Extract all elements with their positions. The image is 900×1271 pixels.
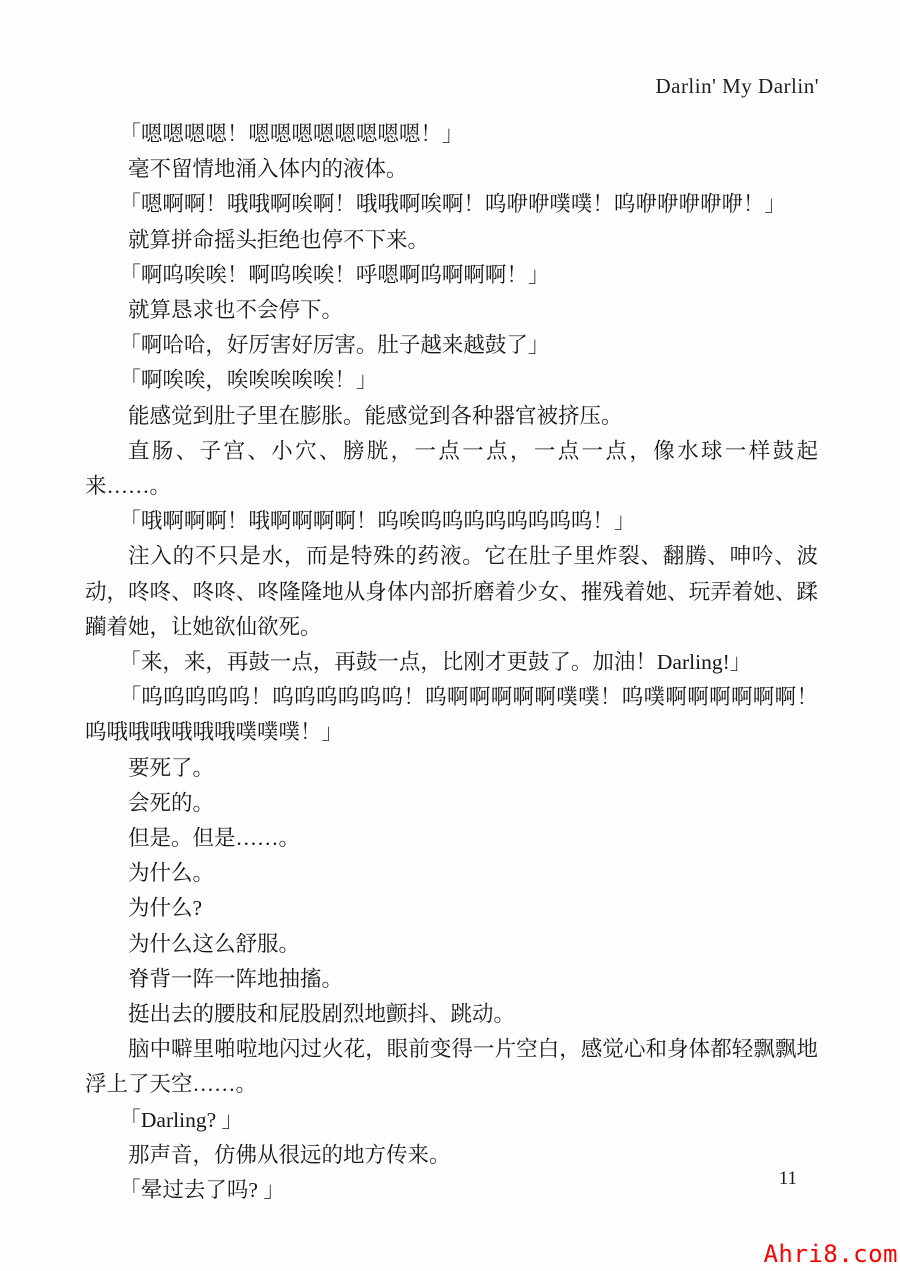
paragraph: 「嗯啊啊！哦哦啊唉啊！哦哦啊唉啊！呜咿咿噗噗！呜咿咿咿咿咿！」 <box>119 192 786 217</box>
paragraph: 毫不留情地涌入体内的液体。 <box>128 157 408 182</box>
paragraph: 挺出去的腰肢和屁股剧烈地颤抖、跳动。 <box>128 1002 516 1027</box>
paragraph: 「啊哈哈，好厉害好厉害。肚子越来越鼓了」 <box>119 333 550 358</box>
body-text <box>85 117 818 1208</box>
paragraph: 就算恳求也不会停下。 <box>128 298 344 323</box>
paragraph: 会死的。 <box>128 790 215 815</box>
paragraph: 脑中噼里啪啦地闪过火花，眼前变得一片空白，感觉心和身体都轻飘飘地浮上了天空……。 <box>85 1037 818 1097</box>
paragraph: 脊背一阵一阵地抽搐。 <box>128 966 344 991</box>
paragraph: 「呜呜呜呜呜！呜呜呜呜呜呜！呜啊啊啊啊啊噗噗！呜噗啊啊啊啊啊啊！呜哦哦哦哦哦哦噗噗噗！」 <box>85 685 818 745</box>
paragraph: 「来，来，再鼓一点，再鼓一点，比刚才更鼓了。加油！Darling!」 <box>119 650 752 675</box>
page-number: 11 <box>778 1168 797 1189</box>
paragraph: 注入的不只是水，而是特殊的药液。它在肚子里炸裂、翻腾、呻吟、波动，咚咚、咚咚、咚隆隆地从身体内部折磨着少女、摧残着她、玩弄着她、蹂躏着她，让她欲仙欲死。 <box>85 544 818 639</box>
paragraph: 「晕过去了吗? 」 <box>119 1178 285 1203</box>
paragraph: 为什么这么舒服。 <box>128 931 301 956</box>
watermark: Ahri8.com <box>763 1240 898 1268</box>
paragraph: 「啊呜唉唉！啊呜唉唉！呼嗯啊呜啊啊啊！」 <box>119 262 550 287</box>
paragraph: 但是。但是……。 <box>128 826 301 851</box>
paragraph: 「哦啊啊啊！哦啊啊啊啊！呜唉呜呜呜呜呜呜呜呜！」 <box>119 509 636 534</box>
paragraph: 那声音，仿佛从很远的地方传来。 <box>128 1142 451 1167</box>
running-header-title: Darlin' My Darlin' <box>655 74 819 98</box>
paragraph: 能感觉到肚子里在膨胀。能感觉到各种器官被挤压。 <box>128 403 623 428</box>
paragraph: 「嗯嗯嗯嗯！嗯嗯嗯嗯嗯嗯嗯嗯！」 <box>119 122 464 146</box>
paragraph: 「啊唉唉，唉唉唉唉唉！」 <box>119 368 378 393</box>
paragraph: 「Darling? 」 <box>119 1107 243 1132</box>
paragraph: 就算拼命摇头拒绝也停不下来。 <box>128 227 430 252</box>
paragraph: 为什么? <box>128 896 203 921</box>
paragraph: 直肠、子宫、小穴、膀胱，一点一点，一点一点，像水球一样鼓起来……。 <box>85 438 818 499</box>
paragraph: 要死了。 <box>128 755 215 780</box>
paragraph: 为什么。 <box>128 861 215 886</box>
